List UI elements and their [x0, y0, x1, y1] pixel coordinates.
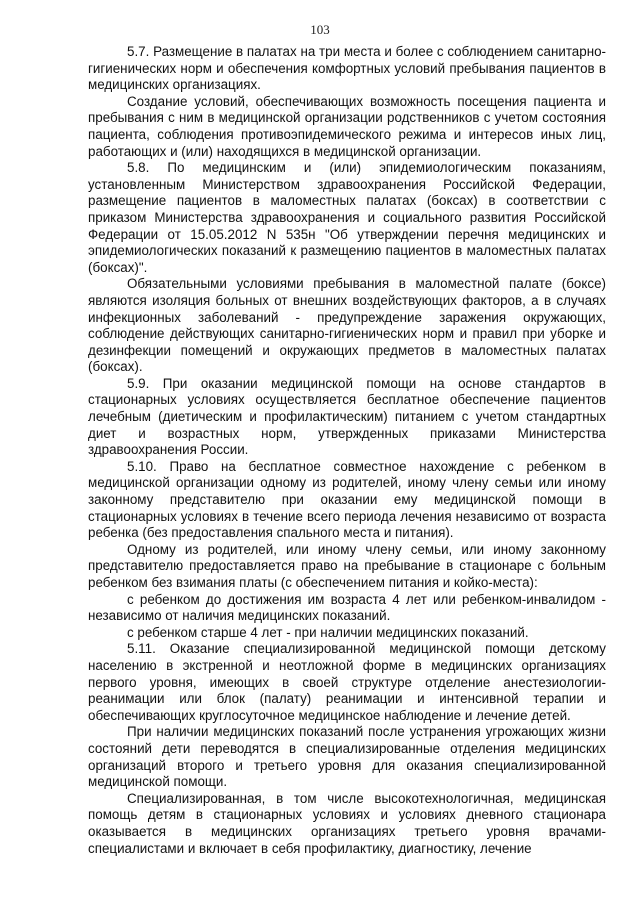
paragraph-visiting-conditions: Создание условий, обеспечивающих возможность посещения пациента и пребывания с ним в медицинской организации родственников с учетом состояния пациента, соблюдения противоэпидемического режима и интересов иных лиц, работающих и (или) находящихся в медицинской организации. — [88, 93, 606, 159]
paragraph-isolation-conditions: Обязательными условиями пребывания в маломестной палате (боксе) являются изоляция больных от внешних воздействующих факторов, а в случаях инфекционных заболеваний - предупреждение заражения окружающих, соблюдение действующих санитарно-гигиенических норм и правил при уборке и дезинфекции помещений и окружающих предметов в маломестных палатах (боксах). — [88, 276, 606, 375]
paragraph-5-10: 5.10. Право на бесплатное совместное нахождение с ребенком в медицинской организации одному из родителей, иному члену семьи или иному законному представителю при оказании ему медицинской помощи в стационарных условиях в течение всего периода лечения независимо от возраста ребенка (без предоставления спального места и питания). — [88, 458, 606, 541]
paragraph-5-11: 5.11. Оказание специализированной медицинской помощи детскому населению в экстренной и неотложной форме в медицинских организациях первого уровня, имеющих в своей структуре отделение анестезиологии-реанимации или блок (палату) реанимации и интенсивной терапии и обеспечивающих круглосуточное медицинское наблюдение и лечение детей. — [88, 641, 606, 723]
paragraph-5-8: 5.8. По медицинским и (или) эпидемиологическим показаниям, установленным Министерством здравоохранения Российской Федерации, размещение пациентов в маломестных палатах (боксах) в соответствии с приказом Министерства здравоохранения и социального развития Российской Федерации от 15.05.2012 N 535н "Об утверждении перечня медицинских и эпидемиологических показаний к размещению пациентов в маломестных палатах (боксах)". — [88, 160, 606, 275]
document-body — [88, 44, 606, 857]
paragraph-transfer: При наличии медицинских показаний после устранения угрожающих жизни состояний дети переводятся в специализированные отделения медицинских организаций второго и третьего уровня для оказания специализированной медицинской помощи. — [88, 724, 606, 790]
paragraph-over-4-years: с ребенком старше 4 лет - при наличии медицинских показаний. — [127, 624, 529, 640]
paragraph-specialized-care: Специализированная, в том числе высокотехнологичная, медицинская помощь детям в стационарных условиях и условиях дневного стационара оказывается в медицинских организациях третьего уровня врачами-специалистами и включает в себя профилактику, диагностику, лечение — [88, 790, 606, 856]
paragraph-5-7: 5.7. Размещение в палатах на три места и более с соблюдением санитарно-гигиенических норм и обеспечения комфортных условий пребывания пациентов в медицинских организациях. — [88, 44, 606, 93]
paragraph-5-9: 5.9. При оказании медицинской помощи на основе стандартов в стационарных условиях осуществляется бесплатное обеспечение пациентов лечебным (диетическим и профилактическим) питанием с учетом стандартных диет и возрастных норм, утвержденных приказами Министерства здравоохранения России. — [88, 375, 606, 458]
paragraph-parent-stay: Одному из родителей, или иному члену семьи, или иному законному представителю предоставляется право на пребывание в стационаре с больным ребенком без взимания платы (с обеспечением питания и койко-места): — [88, 541, 606, 590]
page-number: 103 — [310, 22, 330, 37]
paragraph-under-4-years: с ребенком до достижения им возраста 4 лет или ребенком-инвалидом - независимо от наличия медицинских показаний. — [88, 591, 606, 624]
